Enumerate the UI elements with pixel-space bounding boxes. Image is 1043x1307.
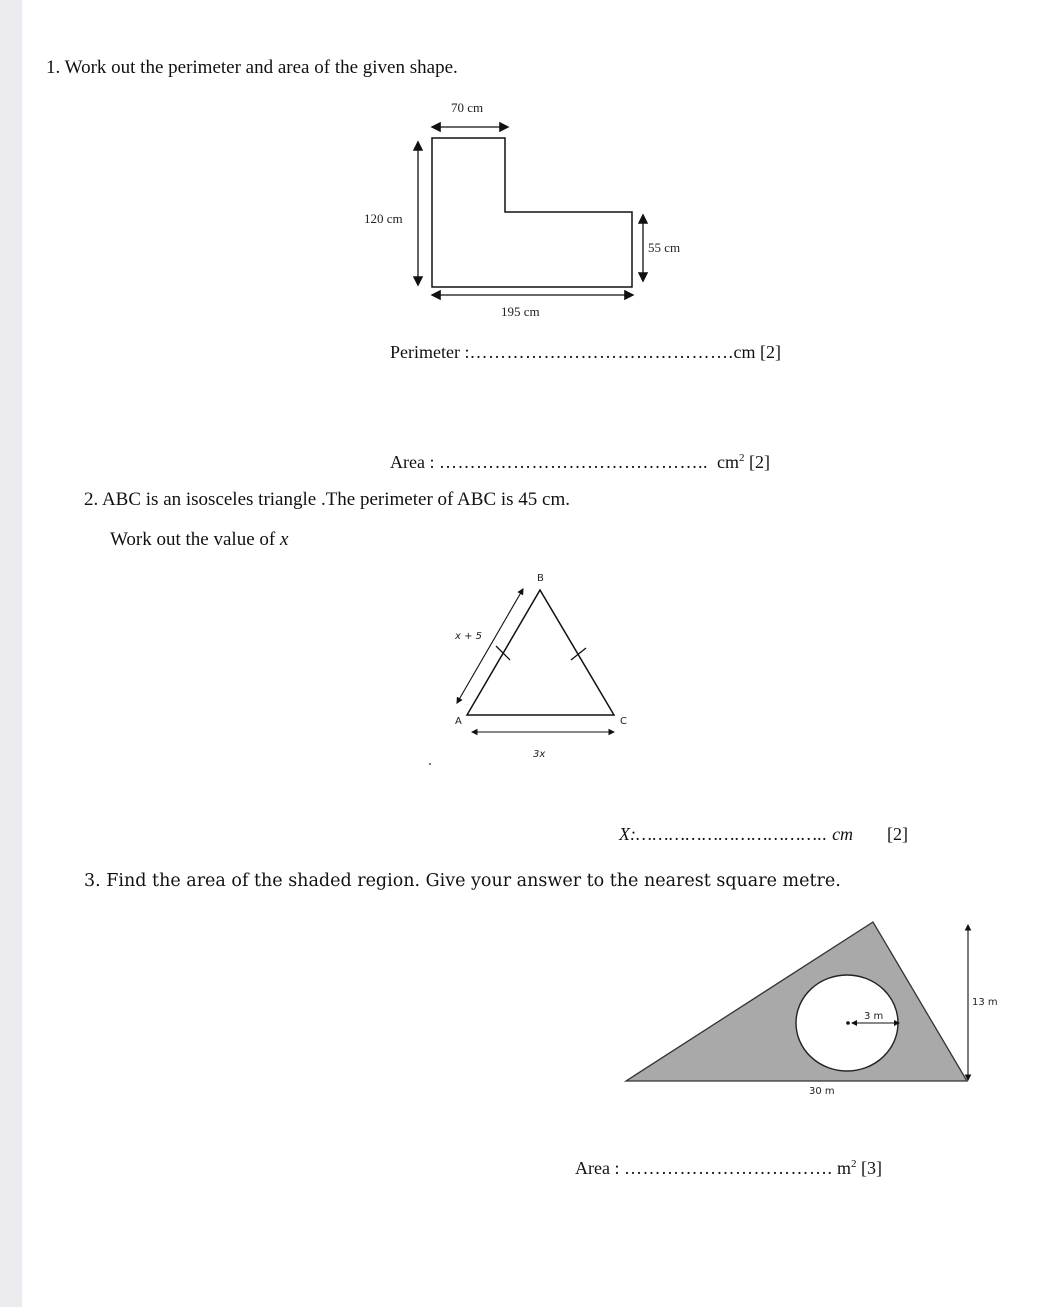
shaded-triangle-figure (626, 922, 998, 1097)
vertex-c: C (620, 716, 627, 727)
x-answer-blank[interactable]: …………………………….. (636, 824, 828, 844)
perimeter-label: Perimeter : (390, 342, 470, 362)
side-ab-dimension-arrow (457, 589, 523, 703)
area-unit-q3: m (836, 1158, 851, 1178)
perimeter-blank[interactable]: ……………………………………. (469, 342, 734, 362)
base-label-q3: 30 m (809, 1086, 835, 1097)
area-marks-q1: [2] (748, 452, 770, 472)
x-answer-unit: cm (832, 824, 854, 844)
x-answer-marks: [2] (887, 824, 908, 844)
label-right: 55 cm (648, 240, 681, 255)
area-unit-sup-q1: 2 (738, 452, 745, 464)
question-3-text: 3. Find the area of the shaded region. Give your answer to the nearest square metre. (84, 871, 841, 891)
question-2-text: 2. ABC is an isosceles triangle .The perimeter of ABC is 45 cm. (84, 489, 571, 510)
question-2-instruction (110, 529, 288, 551)
area-marks-q3: [3] (861, 1158, 882, 1178)
area-label-q3: Area : (575, 1158, 620, 1178)
question-1-text: 1. Work out the perimeter and area of the given shape. (46, 57, 458, 78)
tick-mark-bc (571, 648, 586, 660)
area-blank-q3[interactable]: ……………………………. (623, 1158, 833, 1178)
label-bottom: 195 cm (501, 304, 540, 319)
height-label: 13 m (972, 997, 998, 1008)
vertex-b: B (537, 573, 544, 584)
l-shape-figure (364, 100, 680, 319)
shaded-triangle (626, 922, 967, 1081)
x-answer-line (619, 824, 853, 845)
instruction-text: Work out the value of (110, 529, 276, 550)
perimeter-unit: cm [2] (733, 342, 781, 362)
circle-centre (846, 1021, 850, 1025)
radius-label: 3 m (864, 1011, 884, 1022)
instruction-variable: x (279, 529, 289, 550)
vertex-a: A (455, 716, 462, 727)
x-answer-label: X: (619, 824, 636, 844)
tick-mark-ab (496, 646, 510, 660)
area-unit-sup-q3: 2 (851, 1158, 857, 1170)
base-label: 3x (533, 749, 546, 760)
side-label: x + 5 (455, 631, 483, 642)
stray-dot (429, 763, 431, 765)
area-answer-line-q1 (390, 452, 770, 473)
area-blank-q1[interactable]: …………………………………….. (438, 452, 708, 472)
area-unit-q1: cm (716, 452, 739, 472)
isosceles-triangle-figure (429, 573, 627, 765)
perimeter-answer-line (390, 342, 781, 363)
area-label-q1: Area : (390, 452, 435, 472)
label-left: 120 cm (364, 211, 403, 226)
label-top: 70 cm (451, 100, 484, 115)
area-answer-line-q3 (575, 1158, 882, 1179)
